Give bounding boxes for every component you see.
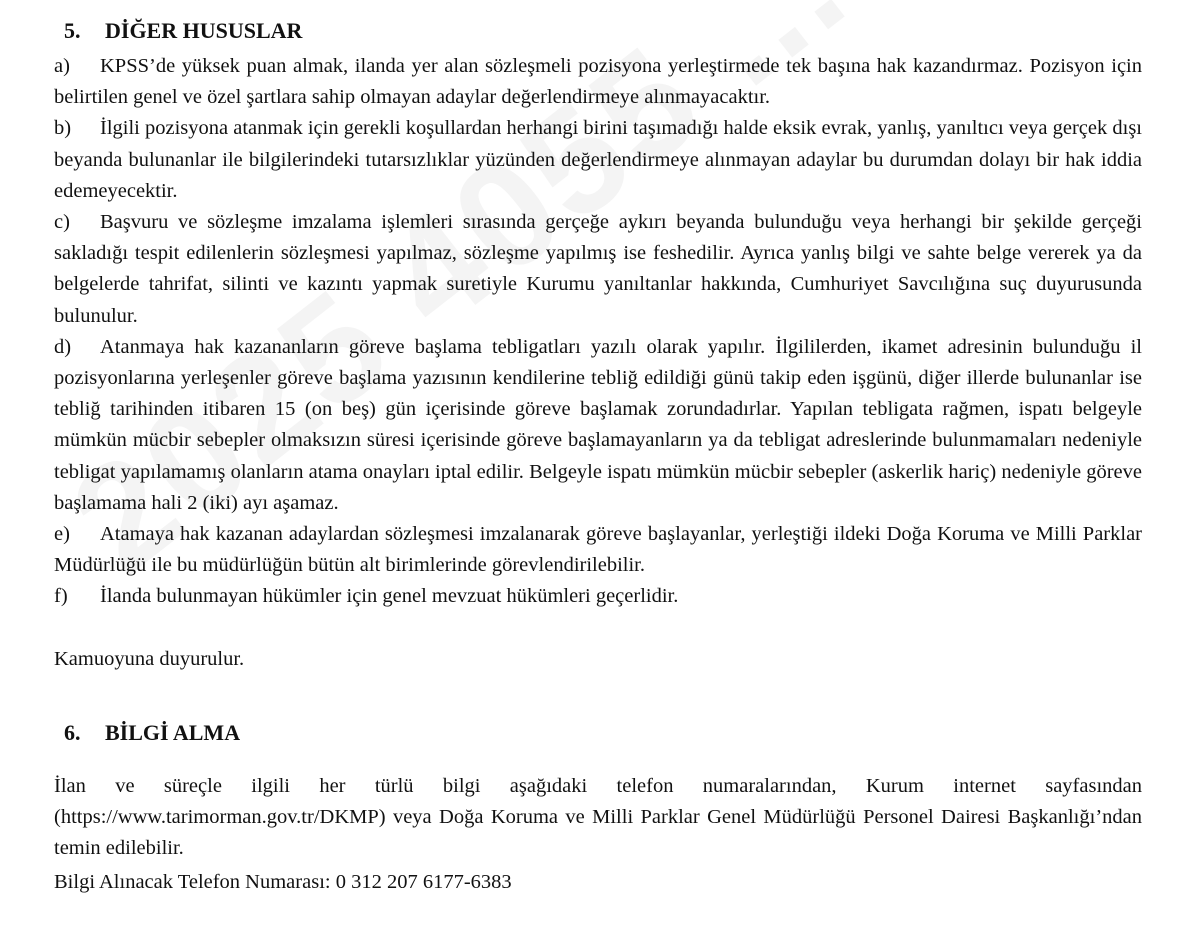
item-a-mark: a) — [54, 55, 70, 77]
item-b-text: İlgili pozisyona atanmak için gerekli koşullardan herhangi birini taşımadığı halde eksik evrak, yanlış, yanıltıcı veya gerçek dışı beyanda bulunanlar ile bilgilerindeki tutarsızlıklar yüzünden değerlendirmeye alınmayan adaylar bu durumdan dolayı bir hak iddia edemeyecektir. — [54, 117, 1142, 202]
section-6-paragraph: İlan ve süreçle ilgili her türlü bilgi aşağıdaki telefon numaralarından, Kurum internet sayfasından (https://www.tarimorman.gov.tr/DKMP) veya Doğa Koruma ve Milli Parklar Genel Müdürlüğü Personel Dairesi Başkanlığı’ndan temin edilebilir. — [54, 774, 1142, 860]
section-5-items — [54, 51, 1142, 613]
item-e-mark: e) — [54, 523, 70, 546]
item-b — [54, 113, 1142, 207]
item-c — [54, 207, 1142, 332]
item-f-mark: f) — [54, 585, 68, 608]
item-d-text: Atanmaya hak kazananların göreve başlama tebligatları yazılı olarak yapılır. İlgililerden, ikamet adresinin bulunduğu il pozisyonlarına yerleşenler göreve başlama yazısının kendilerine tebliğ edildiği günü takip eden işgünü, diğer illerde bulunanlar ise tebliğ tarihinden itibaren 15 (on beş) gün içerisinde göreve başlamak zorundadırlar. Yapılan tebligata rağmen, ispatı belgeyle mümkün mücbir sebepler olmaksızın süresi içerisinde göreve başlamayanların ya da tebligat adreslerinde bulunmamaları nedeniyle tebligat yapılamamış olanların atama onayları iptal edilir. Belgeyle ispatı mümkün mücbir sebepler (askerlik hariç) nedeniyle göreve başlamama hali 2 (iki) ayı aşamaz. — [54, 335, 1142, 514]
closing-line: Kamuoyuna duyurulur. — [54, 647, 245, 670]
item-f — [54, 581, 1142, 612]
section-6-number: 6. — [64, 719, 81, 745]
item-c-mark: c) — [54, 211, 70, 234]
phone-line: Bilgi Alınacak Telefon Numarası: 0 312 207 6177-6383 — [54, 871, 512, 894]
item-e-text: Atamaya hak kazanan adaylardan sözleşmesi imzalanarak göreve başlayanlar, yerleştiği ildeki Doğa Koruma ve Milli Parklar Müdürlüğü ile bu müdürlüğün bütün alt birimlerinde görevlendirilebilir. — [54, 523, 1142, 577]
item-d — [54, 332, 1142, 519]
item-d-mark: d) — [54, 335, 72, 358]
item-f-text: İlanda bulunmayan hükümler için genel mevzuat hükümleri geçerlidir. — [100, 585, 679, 608]
item-c-text: Başvuru ve sözleşme imzalama işlemleri sırasında gerçeğe aykırı beyanda bulunduğu veya herhangi bir şekilde gerçeği sakladığı tespit edilenlerin sözleşmesi yapılmaz, sözleşme yapılmış ise feshedilir. Ayrıca yanlış bilgi ve sahte belge vererek ya da belgelerde tahrifat, silinti ve kazıntı yapmak suretiyle Kurumu yanıltanlar hakkında, Cumhuriyet Savcılığına suç duyurusunda bulunulur. — [54, 211, 1142, 327]
section-5-number: 5. — [64, 18, 81, 43]
item-b-mark: b) — [54, 117, 72, 140]
section-6-title: BİLGİ ALMA — [105, 719, 241, 745]
item-e — [54, 519, 1142, 581]
section-5-heading — [54, 16, 1142, 46]
section-6-heading — [54, 718, 1142, 748]
item-a — [54, 51, 1142, 113]
item-a-text: KPSS’de yüksek puan almak, ilanda yer alan sözleşmeli pozisyona yerleştirmede tek başına hak kazandırmaz. Pozisyon için belirtilen genel ve özel şartlara sahip olmayan adaylar değerlendirmeye alınmayacaktır. — [54, 55, 1142, 109]
document-page — [54, 16, 1142, 899]
section-5-title: DİĞER HUSUSLAR — [105, 18, 303, 43]
